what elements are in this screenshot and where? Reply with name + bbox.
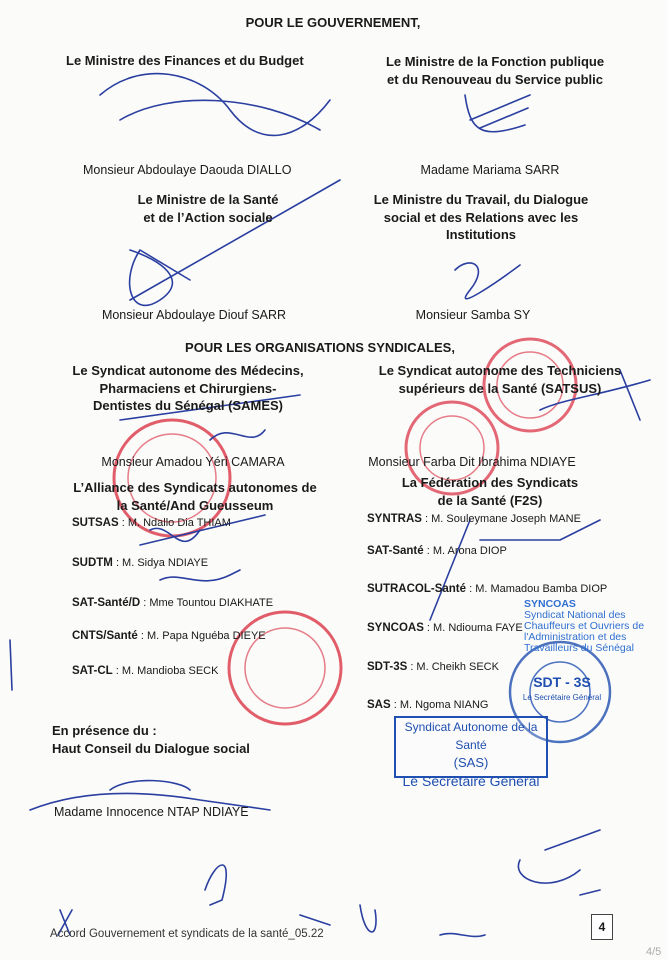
title-line: de la Santé (F2S): [437, 492, 543, 508]
union-rep: : M. Mandioba SECK: [112, 665, 219, 677]
list-item: [367, 513, 581, 526]
fonction-publique-minister-name: Madame Mariama SARR: [420, 163, 560, 177]
union-acronym: SDT-3S: [367, 661, 408, 673]
unions-heading: POUR LES ORGANISATIONS SYNDICALES,: [185, 340, 455, 355]
union-acronym: SAS: [367, 699, 391, 711]
presence-rep-name: Madame Innocence NTAP NDIAYE: [54, 805, 249, 819]
union-rep: : Mme Tountou DIAKHATE: [140, 597, 274, 609]
union-acronym: SUTRACOL-Santé: [367, 583, 467, 595]
title-line: supérieurs de la Santé (SATSUS): [398, 380, 602, 396]
fonction-publique-minister-title: [386, 53, 604, 88]
union-acronym: SYNTRAS: [367, 513, 422, 525]
health-minister-name: Monsieur Abdoulaye Diouf SARR: [101, 308, 287, 322]
stamp-line: Syndicat Autonome de la Santé: [404, 720, 538, 752]
union-rep: : M. Ndiouma FAYE: [423, 622, 523, 634]
title-line: Le Ministre de la Fonction publique: [385, 54, 605, 69]
and-gueusseum-title: [73, 479, 316, 514]
presence-line: En présence du :: [52, 723, 157, 738]
list-item: [72, 517, 231, 530]
finance-minister-name: Monsieur Abdoulaye Daouda DIALLO: [83, 163, 292, 177]
footer-document-name: Accord Gouvernement et syndicats de la santé_05.22: [50, 928, 324, 940]
union-rep: : M. Arona DIOP: [423, 545, 507, 557]
sames-rep-name: Monsieur Amadou Yéri CAMARA: [101, 455, 285, 469]
government-heading: POUR LE GOUVERNEMENT,: [245, 15, 421, 30]
title-line: L’Alliance des Syndicats autonomes de: [73, 480, 317, 495]
union-acronym: SYNCOAS: [367, 622, 424, 634]
stamp-line: (SAS): [453, 755, 489, 770]
red-stamp-and-gueusseum: [229, 612, 341, 724]
union-acronym: SAT-Santé/D: [72, 597, 141, 609]
title-line: La Fédération des Syndicats: [401, 475, 579, 490]
list-item: [72, 557, 208, 570]
labour-minister-name: Monsieur Samba SY: [415, 308, 531, 322]
stamp-line: Syndicat National des: [524, 609, 626, 621]
list-item: [72, 665, 218, 678]
union-rep: : M. Sidya NDIAYE: [112, 557, 209, 569]
presence-heading: [52, 722, 250, 757]
stamp-line: Travailleurs du Sénégal: [524, 642, 634, 654]
title-line: Le Ministre de la Santé: [137, 192, 279, 207]
list-item: [367, 583, 607, 596]
page-counter: 4/5: [646, 946, 662, 958]
title-line: la Santé/And Gueusseum: [116, 497, 274, 513]
finance-minister-title: Le Ministre des Finances et du Budget: [66, 53, 304, 68]
satsus-title: [379, 362, 622, 397]
title-line: Le Ministre du Travail, du Dialogue: [373, 192, 589, 207]
stamp-line: l'Administration et des: [524, 631, 627, 643]
sas-stamp: [394, 716, 548, 789]
page-number: 4: [591, 914, 613, 940]
union-acronym: SAT-Santé: [367, 545, 424, 557]
union-rep: : M. Papa Nguéba DIEYE: [137, 630, 266, 642]
satsus-rep-name: Monsieur Farba Dit Ibrahima NDIAYE: [368, 455, 576, 469]
presence-line: Haut Conseil du Dialogue social: [52, 740, 250, 756]
sdt-stamp-title: SDT - 3S: [533, 674, 591, 690]
list-item: [367, 699, 488, 712]
list-item: [367, 545, 507, 558]
list-item: [367, 661, 499, 674]
syncoas-stamp: [524, 599, 644, 654]
title-line: Le Syndicat autonome des Techniciens: [378, 363, 622, 378]
union-rep: : M. Ndallo Dia THIAM: [118, 517, 231, 529]
stamp-line: SYNCOAS: [524, 598, 576, 610]
union-rep: : M. Mamadou Bamba DIOP: [466, 583, 608, 595]
health-minister-title: [138, 191, 279, 226]
union-acronym: SUTSAS: [72, 517, 119, 529]
union-acronym: SAT-CL: [72, 665, 113, 677]
union-rep: : M. Souleymane Joseph MANE: [421, 513, 581, 525]
stamp-line: Le Secrétaire Général: [402, 773, 540, 789]
title-line: et du Renouveau du Service public: [387, 71, 603, 87]
sames-title: [72, 362, 303, 415]
title-line: social et des Relations avec les: [383, 209, 579, 225]
labour-minister-title: [374, 191, 589, 244]
title-line: Dentistes du Sénégal (SAMES): [93, 398, 283, 413]
list-item: [72, 630, 266, 643]
union-rep: : M. Cheikh SECK: [407, 661, 499, 673]
title-line: Pharmaciens et Chirurgiens-: [99, 380, 277, 396]
title-line: Le Syndicat autonome des Médecins,: [72, 363, 304, 378]
title-line: et de l’Action sociale: [143, 209, 273, 225]
sdt-stamp-sub: Le Secrétaire Général: [522, 693, 602, 702]
union-acronym: CNTS/Santé: [72, 630, 138, 642]
union-acronym: SUDTM: [72, 557, 113, 569]
list-item: [367, 622, 523, 635]
union-rep: : M. Ngoma NIANG: [390, 699, 489, 711]
list-item: [72, 597, 273, 610]
f2s-title: [402, 474, 578, 509]
stamp-line: Chauffeurs et Ouvriers de: [524, 620, 645, 632]
title-line: Institutions: [445, 227, 517, 242]
